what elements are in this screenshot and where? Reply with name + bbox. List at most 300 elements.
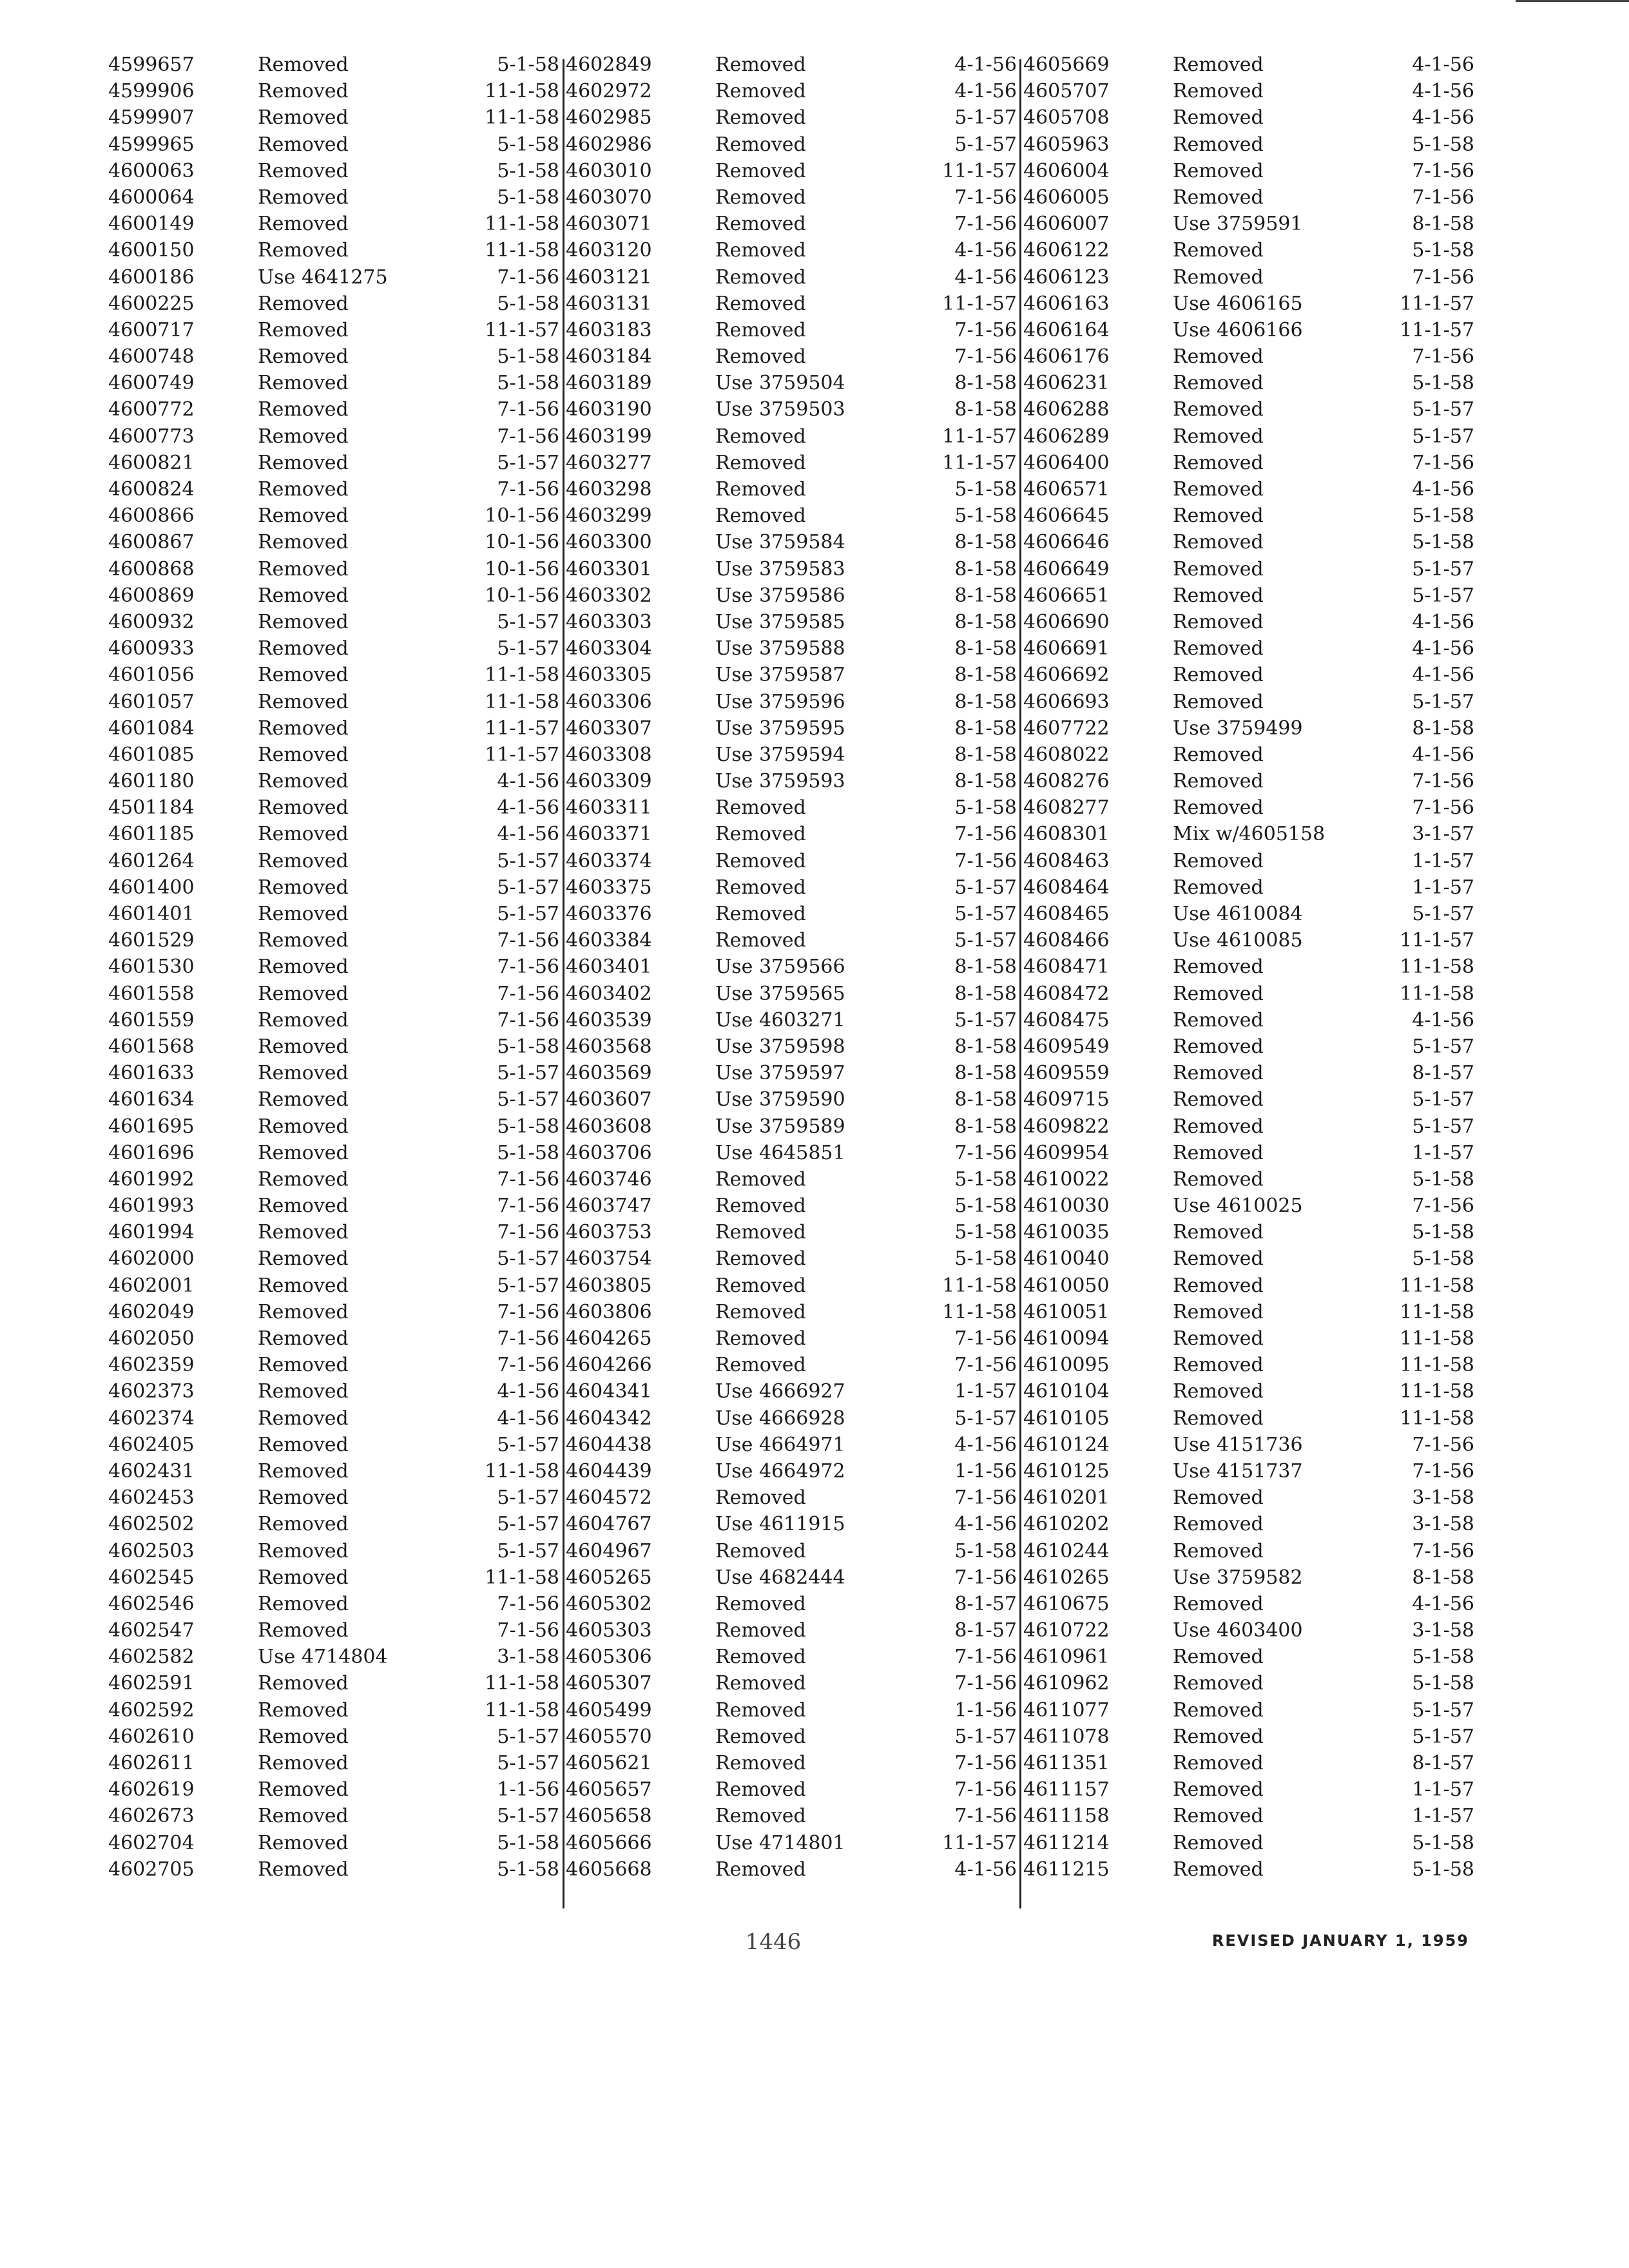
- part-status: Removed: [715, 1672, 806, 1695]
- part-status: Removed: [1173, 1672, 1264, 1695]
- table-row: [566, 131, 1017, 158]
- table-row: [566, 184, 1017, 211]
- part-number: 4600932: [108, 610, 195, 633]
- effective-date: 7-1-56: [954, 1141, 1017, 1164]
- table-row: [566, 1670, 1017, 1696]
- table-row: [566, 1538, 1017, 1564]
- part-number: 4602050: [108, 1327, 195, 1350]
- effective-date: 5-1-57: [497, 876, 559, 899]
- table-row: [108, 1060, 559, 1086]
- part-number: 4602049: [108, 1300, 195, 1323]
- part-number: 4600064: [108, 186, 195, 209]
- effective-date: 8-1-58: [954, 398, 1017, 421]
- part-number: 4606122: [1023, 239, 1110, 262]
- part-number: 4603121: [566, 265, 652, 289]
- table-row: [566, 1458, 1017, 1485]
- table-row: [566, 1033, 1017, 1060]
- part-status: Removed: [258, 1354, 349, 1377]
- table-row: [1023, 1273, 1474, 1299]
- part-number: 4605707: [1023, 80, 1110, 103]
- effective-date: 1-1-57: [1412, 876, 1474, 899]
- effective-date: 8-1-58: [954, 770, 1017, 793]
- part-number: 4602611: [108, 1752, 195, 1774]
- part-number: 4602849: [566, 53, 652, 76]
- part-status: Removed: [715, 292, 806, 315]
- table-row: [108, 1564, 559, 1591]
- part-number: 4600773: [108, 425, 195, 448]
- effective-date: 5-1-58: [497, 345, 559, 369]
- effective-date: 8-1-58: [954, 610, 1017, 633]
- part-number: 4608301: [1023, 823, 1110, 846]
- table-row: [1023, 1219, 1474, 1245]
- effective-date: 11-1-58: [1400, 956, 1474, 979]
- part-status: Removed: [258, 610, 349, 633]
- effective-date: 11-1-58: [1400, 1407, 1474, 1430]
- part-status: Removed: [715, 823, 806, 846]
- part-number: 4611351: [1023, 1752, 1110, 1774]
- part-number: 4602000: [108, 1247, 195, 1271]
- effective-date: 8-1-57: [954, 1619, 1017, 1642]
- part-number: 4603183: [566, 318, 652, 341]
- effective-date: 11-1-58: [485, 1698, 559, 1722]
- table-row: [1023, 1644, 1474, 1670]
- part-status: Removed: [1173, 690, 1264, 713]
- effective-date: 7-1-56: [954, 1486, 1017, 1510]
- part-number: 4601992: [108, 1168, 195, 1191]
- table-row: [566, 237, 1017, 264]
- part-status: Use 4714804: [258, 1646, 388, 1669]
- table-row: [566, 476, 1017, 503]
- effective-date: 5-1-57: [1412, 1035, 1474, 1058]
- effective-date: 8-1-57: [954, 1592, 1017, 1615]
- effective-date: 7-1-56: [497, 1619, 559, 1642]
- part-number: 4606288: [1023, 398, 1110, 421]
- table-row: [566, 821, 1017, 847]
- table-row: [108, 981, 559, 1007]
- effective-date: 4-1-56: [954, 265, 1017, 289]
- table-row: [566, 1378, 1017, 1405]
- table-row: [108, 291, 559, 317]
- effective-date: 5-1-58: [954, 505, 1017, 528]
- part-status: Removed: [258, 557, 349, 581]
- table-row: [108, 450, 559, 476]
- part-status: Removed: [715, 425, 806, 448]
- effective-date: 7-1-56: [497, 398, 559, 421]
- effective-date: 5-1-58: [497, 1858, 559, 1881]
- table-row: [1023, 237, 1474, 264]
- part-number: 4605657: [566, 1778, 652, 1802]
- table-row: [108, 821, 559, 847]
- part-status: Use 3759598: [715, 1035, 845, 1058]
- part-number: 4602546: [108, 1592, 195, 1615]
- effective-date: 8-1-58: [954, 557, 1017, 581]
- part-number: 4602619: [108, 1778, 195, 1802]
- table-row: [566, 1644, 1017, 1670]
- table-row: [108, 1219, 559, 1245]
- part-status: Removed: [258, 716, 349, 740]
- part-number: 4605963: [1023, 133, 1110, 156]
- part-status: Removed: [258, 1062, 349, 1085]
- effective-date: 4-1-56: [497, 1380, 559, 1403]
- part-status: Removed: [715, 186, 806, 209]
- part-status: Removed: [715, 1247, 806, 1271]
- table-row: [108, 1644, 559, 1670]
- effective-date: 4-1-56: [1412, 1592, 1474, 1615]
- effective-date: 11-1-58: [485, 1459, 559, 1483]
- part-status: Removed: [258, 1195, 349, 1218]
- part-number: 4604342: [566, 1407, 652, 1430]
- part-number: 4601264: [108, 849, 195, 872]
- part-number: 4602704: [108, 1831, 195, 1854]
- table-row: [566, 662, 1017, 688]
- part-status: Removed: [1173, 398, 1264, 421]
- table-row: [566, 901, 1017, 927]
- part-status: Use 3759596: [715, 690, 845, 713]
- effective-date: 7-1-56: [497, 956, 559, 979]
- table-row: [566, 742, 1017, 768]
- part-number: 4603304: [566, 637, 652, 660]
- effective-date: 7-1-56: [497, 425, 559, 448]
- effective-date: 8-1-58: [954, 664, 1017, 687]
- page-number: 1446: [745, 1929, 802, 1955]
- table-row: [566, 1776, 1017, 1803]
- effective-date: 8-1-58: [954, 982, 1017, 1005]
- part-status: Removed: [715, 1195, 806, 1218]
- part-status: Removed: [715, 1300, 806, 1323]
- effective-date: 5-1-57: [497, 1805, 559, 1828]
- table-row: [108, 104, 559, 131]
- part-status: Removed: [1173, 1858, 1264, 1881]
- table-row: [108, 1405, 559, 1432]
- part-status: Removed: [715, 239, 806, 262]
- part-status: Removed: [258, 133, 349, 156]
- effective-date: 5-1-58: [497, 292, 559, 315]
- part-number: 4610030: [1023, 1195, 1110, 1218]
- part-number: 4608277: [1023, 796, 1110, 820]
- effective-date: 5-1-58: [1412, 239, 1474, 262]
- effective-date: 5-1-58: [1412, 1858, 1474, 1881]
- table-row: [1023, 1432, 1474, 1458]
- effective-date: 11-1-57: [942, 425, 1017, 448]
- effective-date: 11-1-57: [485, 743, 559, 766]
- part-status: Use 4666927: [715, 1380, 845, 1403]
- table-row: [566, 1140, 1017, 1166]
- table-row: [108, 1776, 559, 1803]
- table-row: [566, 1113, 1017, 1140]
- table-row: [1023, 635, 1474, 662]
- part-status: Removed: [258, 690, 349, 713]
- part-status: Removed: [258, 451, 349, 474]
- part-status: Removed: [258, 982, 349, 1005]
- effective-date: 7-1-56: [497, 265, 559, 289]
- part-status: Removed: [258, 796, 349, 820]
- part-number: 4606651: [1023, 584, 1110, 607]
- part-number: 4603299: [566, 505, 652, 528]
- part-status: Removed: [1173, 982, 1264, 1005]
- part-status: Removed: [258, 743, 349, 766]
- table-row: [1023, 1458, 1474, 1485]
- table-row: [1023, 582, 1474, 609]
- part-number: 4600225: [108, 292, 195, 315]
- part-number: 4611158: [1023, 1805, 1110, 1828]
- part-number: 4600933: [108, 637, 195, 660]
- effective-date: 7-1-56: [954, 849, 1017, 872]
- part-status: Use 4664971: [715, 1433, 845, 1456]
- effective-date: 11-1-58: [1400, 1380, 1474, 1403]
- part-number: 4600749: [108, 372, 195, 395]
- effective-date: 11-1-58: [1400, 1300, 1474, 1323]
- table-row: [1023, 927, 1474, 954]
- part-status: Removed: [715, 345, 806, 369]
- table-row: [1023, 78, 1474, 104]
- table-row: [566, 450, 1017, 476]
- part-number: 4603010: [566, 159, 652, 182]
- effective-date: 4-1-56: [1412, 106, 1474, 130]
- part-number: 4608276: [1023, 770, 1110, 793]
- part-status: Removed: [715, 505, 806, 528]
- table-row: [566, 582, 1017, 609]
- part-status: Removed: [258, 664, 349, 687]
- part-number: 4602453: [108, 1486, 195, 1510]
- effective-date: 7-1-56: [1412, 770, 1474, 793]
- effective-date: 5-1-58: [954, 1247, 1017, 1271]
- part-number: 4603300: [566, 531, 652, 554]
- table-row: [566, 1273, 1017, 1299]
- part-number: 4610095: [1023, 1354, 1110, 1377]
- table-row: [1023, 476, 1474, 503]
- table-row: [566, 1856, 1017, 1883]
- part-status: Removed: [1173, 1141, 1264, 1164]
- table-row: [566, 529, 1017, 555]
- part-status: Removed: [715, 1327, 806, 1350]
- table-row: [566, 689, 1017, 715]
- part-number: 4610022: [1023, 1168, 1110, 1191]
- part-number: 4606400: [1023, 451, 1110, 474]
- part-status: Removed: [1173, 1247, 1264, 1271]
- part-number: 4610051: [1023, 1300, 1110, 1323]
- part-status: Use 3759585: [715, 610, 845, 633]
- effective-date: 7-1-56: [497, 1008, 559, 1032]
- table-row: [1023, 742, 1474, 768]
- part-status: Removed: [258, 1566, 349, 1589]
- table-row: [1023, 158, 1474, 184]
- part-number: 4601558: [108, 982, 195, 1005]
- effective-date: 4-1-56: [954, 239, 1017, 262]
- table-row: [1023, 52, 1474, 78]
- effective-date: 5-1-57: [954, 133, 1017, 156]
- table-row: [108, 1458, 559, 1485]
- table-row: [1023, 1724, 1474, 1750]
- table-row: [1023, 874, 1474, 901]
- part-status: Use 4610085: [1173, 929, 1303, 952]
- part-number: 4610125: [1023, 1459, 1110, 1483]
- part-status: Use 3759582: [1173, 1566, 1303, 1589]
- table-row: [1023, 1776, 1474, 1803]
- part-status: Removed: [1173, 1327, 1264, 1350]
- effective-date: 7-1-56: [954, 823, 1017, 846]
- table-row: [566, 1591, 1017, 1617]
- effective-date: 7-1-56: [1412, 159, 1474, 182]
- table-row: [1023, 1830, 1474, 1856]
- effective-date: 1-1-57: [1412, 1805, 1474, 1828]
- part-number: 4600868: [108, 557, 195, 581]
- table-row: [108, 370, 559, 396]
- table-row: [1023, 794, 1474, 821]
- effective-date: 11-1-58: [1400, 1327, 1474, 1350]
- effective-date: 1-1-57: [1412, 1778, 1474, 1802]
- part-status: Removed: [258, 1805, 349, 1828]
- part-status: Use 4610084: [1173, 903, 1303, 925]
- effective-date: 11-1-58: [485, 213, 559, 236]
- table-row: [1023, 901, 1474, 927]
- effective-date: 11-1-58: [485, 1672, 559, 1695]
- part-status: Removed: [258, 1247, 349, 1271]
- part-number: 4604341: [566, 1380, 652, 1403]
- table-row: [566, 1325, 1017, 1352]
- part-number: 4603302: [566, 584, 652, 607]
- table-row: [566, 848, 1017, 874]
- table-row: [108, 742, 559, 768]
- effective-date: 5-1-57: [497, 1088, 559, 1111]
- part-status: Use 3759595: [715, 716, 845, 740]
- part-number: 4600866: [108, 505, 195, 528]
- effective-date: 5-1-58: [954, 1221, 1017, 1244]
- part-number: 4611214: [1023, 1831, 1110, 1854]
- effective-date: 7-1-56: [1412, 265, 1474, 289]
- part-status: Removed: [1173, 796, 1264, 820]
- effective-date: 8-1-58: [954, 531, 1017, 554]
- part-status: Removed: [258, 876, 349, 899]
- part-status: Removed: [715, 1698, 806, 1722]
- effective-date: 11-1-58: [485, 106, 559, 130]
- effective-date: 8-1-58: [1412, 1566, 1474, 1589]
- part-number: 4605668: [566, 1858, 652, 1881]
- part-number: 4601057: [108, 690, 195, 713]
- part-number: 4605621: [566, 1752, 652, 1774]
- table-row: [566, 1697, 1017, 1724]
- part-status: Removed: [1173, 1168, 1264, 1191]
- effective-date: 5-1-58: [954, 1539, 1017, 1562]
- effective-date: 7-1-56: [1412, 451, 1474, 474]
- effective-date: 4-1-56: [497, 770, 559, 793]
- part-status: Removed: [1173, 849, 1264, 872]
- table-row: [108, 1352, 559, 1378]
- table-row: [566, 768, 1017, 794]
- effective-date: 5-1-58: [497, 186, 559, 209]
- part-number: 4608022: [1023, 743, 1110, 766]
- part-number: 4603569: [566, 1062, 652, 1085]
- part-number: 4601529: [108, 929, 195, 952]
- part-number: 4604767: [566, 1513, 652, 1536]
- table-row: [566, 1007, 1017, 1033]
- effective-date: 7-1-56: [1412, 1195, 1474, 1218]
- part-number: 4609954: [1023, 1141, 1110, 1164]
- part-status: Removed: [258, 1407, 349, 1430]
- part-status: Removed: [1173, 637, 1264, 660]
- effective-date: 5-1-57: [497, 637, 559, 660]
- part-number: 4608464: [1023, 876, 1110, 899]
- effective-date: 4-1-56: [1412, 53, 1474, 76]
- part-status: Removed: [258, 1486, 349, 1510]
- part-number: 4603401: [566, 956, 652, 979]
- table-row: [1023, 503, 1474, 529]
- part-status: Removed: [258, 1752, 349, 1774]
- part-status: Mix w/4605158: [1173, 823, 1325, 846]
- table-row: [108, 1033, 559, 1060]
- part-number: 4603753: [566, 1221, 652, 1244]
- part-status: Removed: [258, 531, 349, 554]
- table-row: [1023, 1325, 1474, 1352]
- effective-date: 7-1-56: [497, 1592, 559, 1615]
- part-number: 4602592: [108, 1698, 195, 1722]
- table-row: [566, 343, 1017, 370]
- part-status: Removed: [715, 53, 806, 76]
- part-number: 4610035: [1023, 1221, 1110, 1244]
- table-row: [566, 396, 1017, 423]
- effective-date: 5-1-57: [497, 1274, 559, 1297]
- part-status: Removed: [258, 213, 349, 236]
- table-row: [566, 104, 1017, 131]
- effective-date: 5-1-57: [497, 1752, 559, 1774]
- effective-date: 11-1-58: [485, 1566, 559, 1589]
- effective-date: 7-1-56: [954, 213, 1017, 236]
- part-status: Use 3759504: [715, 372, 845, 395]
- part-status: Removed: [1173, 451, 1264, 474]
- effective-date: 11-1-58: [1400, 1274, 1474, 1297]
- table-row: [1023, 104, 1474, 131]
- part-number: 4611157: [1023, 1778, 1110, 1802]
- part-number: 4606690: [1023, 610, 1110, 633]
- part-number: 4610265: [1023, 1566, 1110, 1589]
- table-row: [108, 1299, 559, 1325]
- table-row: [108, 1697, 559, 1724]
- part-number: 4608471: [1023, 956, 1110, 979]
- table-row: [108, 52, 559, 78]
- part-number: 4603199: [566, 425, 652, 448]
- part-number: 4610105: [1023, 1407, 1110, 1430]
- part-status: Removed: [258, 1433, 349, 1456]
- part-status: Removed: [715, 1858, 806, 1881]
- part-number: 4606692: [1023, 664, 1110, 687]
- table-row: [566, 1432, 1017, 1458]
- table-row: [566, 1830, 1017, 1856]
- effective-date: 7-1-56: [954, 1778, 1017, 1802]
- effective-date: 5-1-58: [1412, 372, 1474, 395]
- part-number: 4608466: [1023, 929, 1110, 952]
- part-number: 4603184: [566, 345, 652, 369]
- parts-column-3: [1023, 52, 1474, 1883]
- part-number: 4601994: [108, 1221, 195, 1244]
- part-status: Use 4606165: [1173, 292, 1303, 315]
- part-status: Removed: [1173, 265, 1264, 289]
- part-number: 4600186: [108, 265, 195, 289]
- part-status: Use 4645851: [715, 1141, 845, 1164]
- table-row: [108, 529, 559, 555]
- effective-date: 4-1-56: [497, 1407, 559, 1430]
- part-status: Use 4151736: [1173, 1433, 1303, 1456]
- part-number: 4602610: [108, 1725, 195, 1748]
- part-status: Use 4606166: [1173, 318, 1303, 341]
- part-status: Removed: [258, 1778, 349, 1802]
- effective-date: 5-1-58: [497, 159, 559, 182]
- part-number: 4601530: [108, 956, 195, 979]
- part-number: 4606571: [1023, 478, 1110, 501]
- effective-date: 4-1-56: [497, 823, 559, 846]
- table-row: [108, 1193, 559, 1219]
- part-status: Removed: [1173, 239, 1264, 262]
- table-row: [108, 1750, 559, 1776]
- effective-date: 5-1-58: [497, 133, 559, 156]
